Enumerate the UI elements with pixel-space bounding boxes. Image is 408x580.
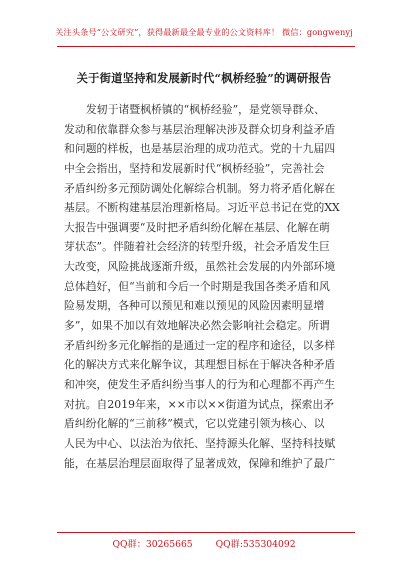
body-line: 和冲突，使发生矛盾纠纷当事人的行为和心理都不再产生 [64,377,336,391]
body-line: 矛盾纠纷多元化解指的是通过一定的程序和途径，以多样 [64,338,336,352]
body-line: 芽状态”。伴随着社会经济的转型升级，社会矛盾发生巨 [64,240,330,254]
body-line: 和问题的样板，也是基层治理的成功范式。党的十九届四 [64,142,336,156]
body-line: 多”，如果不加以有效地解决必然会影响社会稳定。所谓 [64,319,330,333]
body-line: 中全会指出，坚持和发展新时代“枫桥经验”，完善社会 [64,161,325,175]
body-line: 对抗。自2019年来，××市以××街道为试点，探索出矛 [64,397,335,411]
body-line: 盾纠纷化解的“三前移”模式，它以党建引领为核心、以 [64,417,325,431]
body-line: 化的解决方式来化解争议，其理想目标在于解决各种矛盾 [64,358,336,372]
footer-qq-group-2: QQ群:535304092 [215,539,296,550]
body-line: 能，在基层治理层面取得了显著成效，保障和维护了最广 [64,456,336,470]
document-body [64,100,348,473]
header-note: 关注头条号“公文研究”，获得最新最全最专业的公文资料库！ 微信：gongwenyj [55,27,353,37]
body-line: 矛盾纠纷多元预防调处化解综合机制。努力将矛盾化解在 [64,181,336,195]
body-line: 险易发期，各种可以预见和难以预见的风险因素明显增 [64,299,325,313]
body-line: 总体趋好，但“当前和今后一个时期是我国各类矛盾和风 [64,279,330,293]
header-divider [57,46,355,47]
body-line: 大报告中强调要“及时把矛盾纠纷化解在基层、化解在萌 [64,220,330,234]
footer-qq-group-1: QQ群：30265665 [112,539,193,550]
body-line: 发轫于诸暨枫桥镇的“枫桥经验”，是党领导群众、 [86,103,325,116]
body-line: 基层。不断构建基层治理新格局。习近平总书记在党的XX [64,201,340,215]
footer-contacts [0,536,408,550]
document-title: 关于街道坚持和发展新时代“枫桥经验”的调研报告 [76,71,332,85]
footer-divider [57,532,355,533]
body-line: 人民为中心、以法治为依托、坚持源头化解、坚持科技赋 [64,436,336,450]
body-line: 大改变，风险挑战逐渐升级，虽然社会发展的内外部环境 [64,260,336,274]
body-line: 发动和依靠群众参与基层治理解决涉及群众切身利益矛盾 [64,122,336,136]
